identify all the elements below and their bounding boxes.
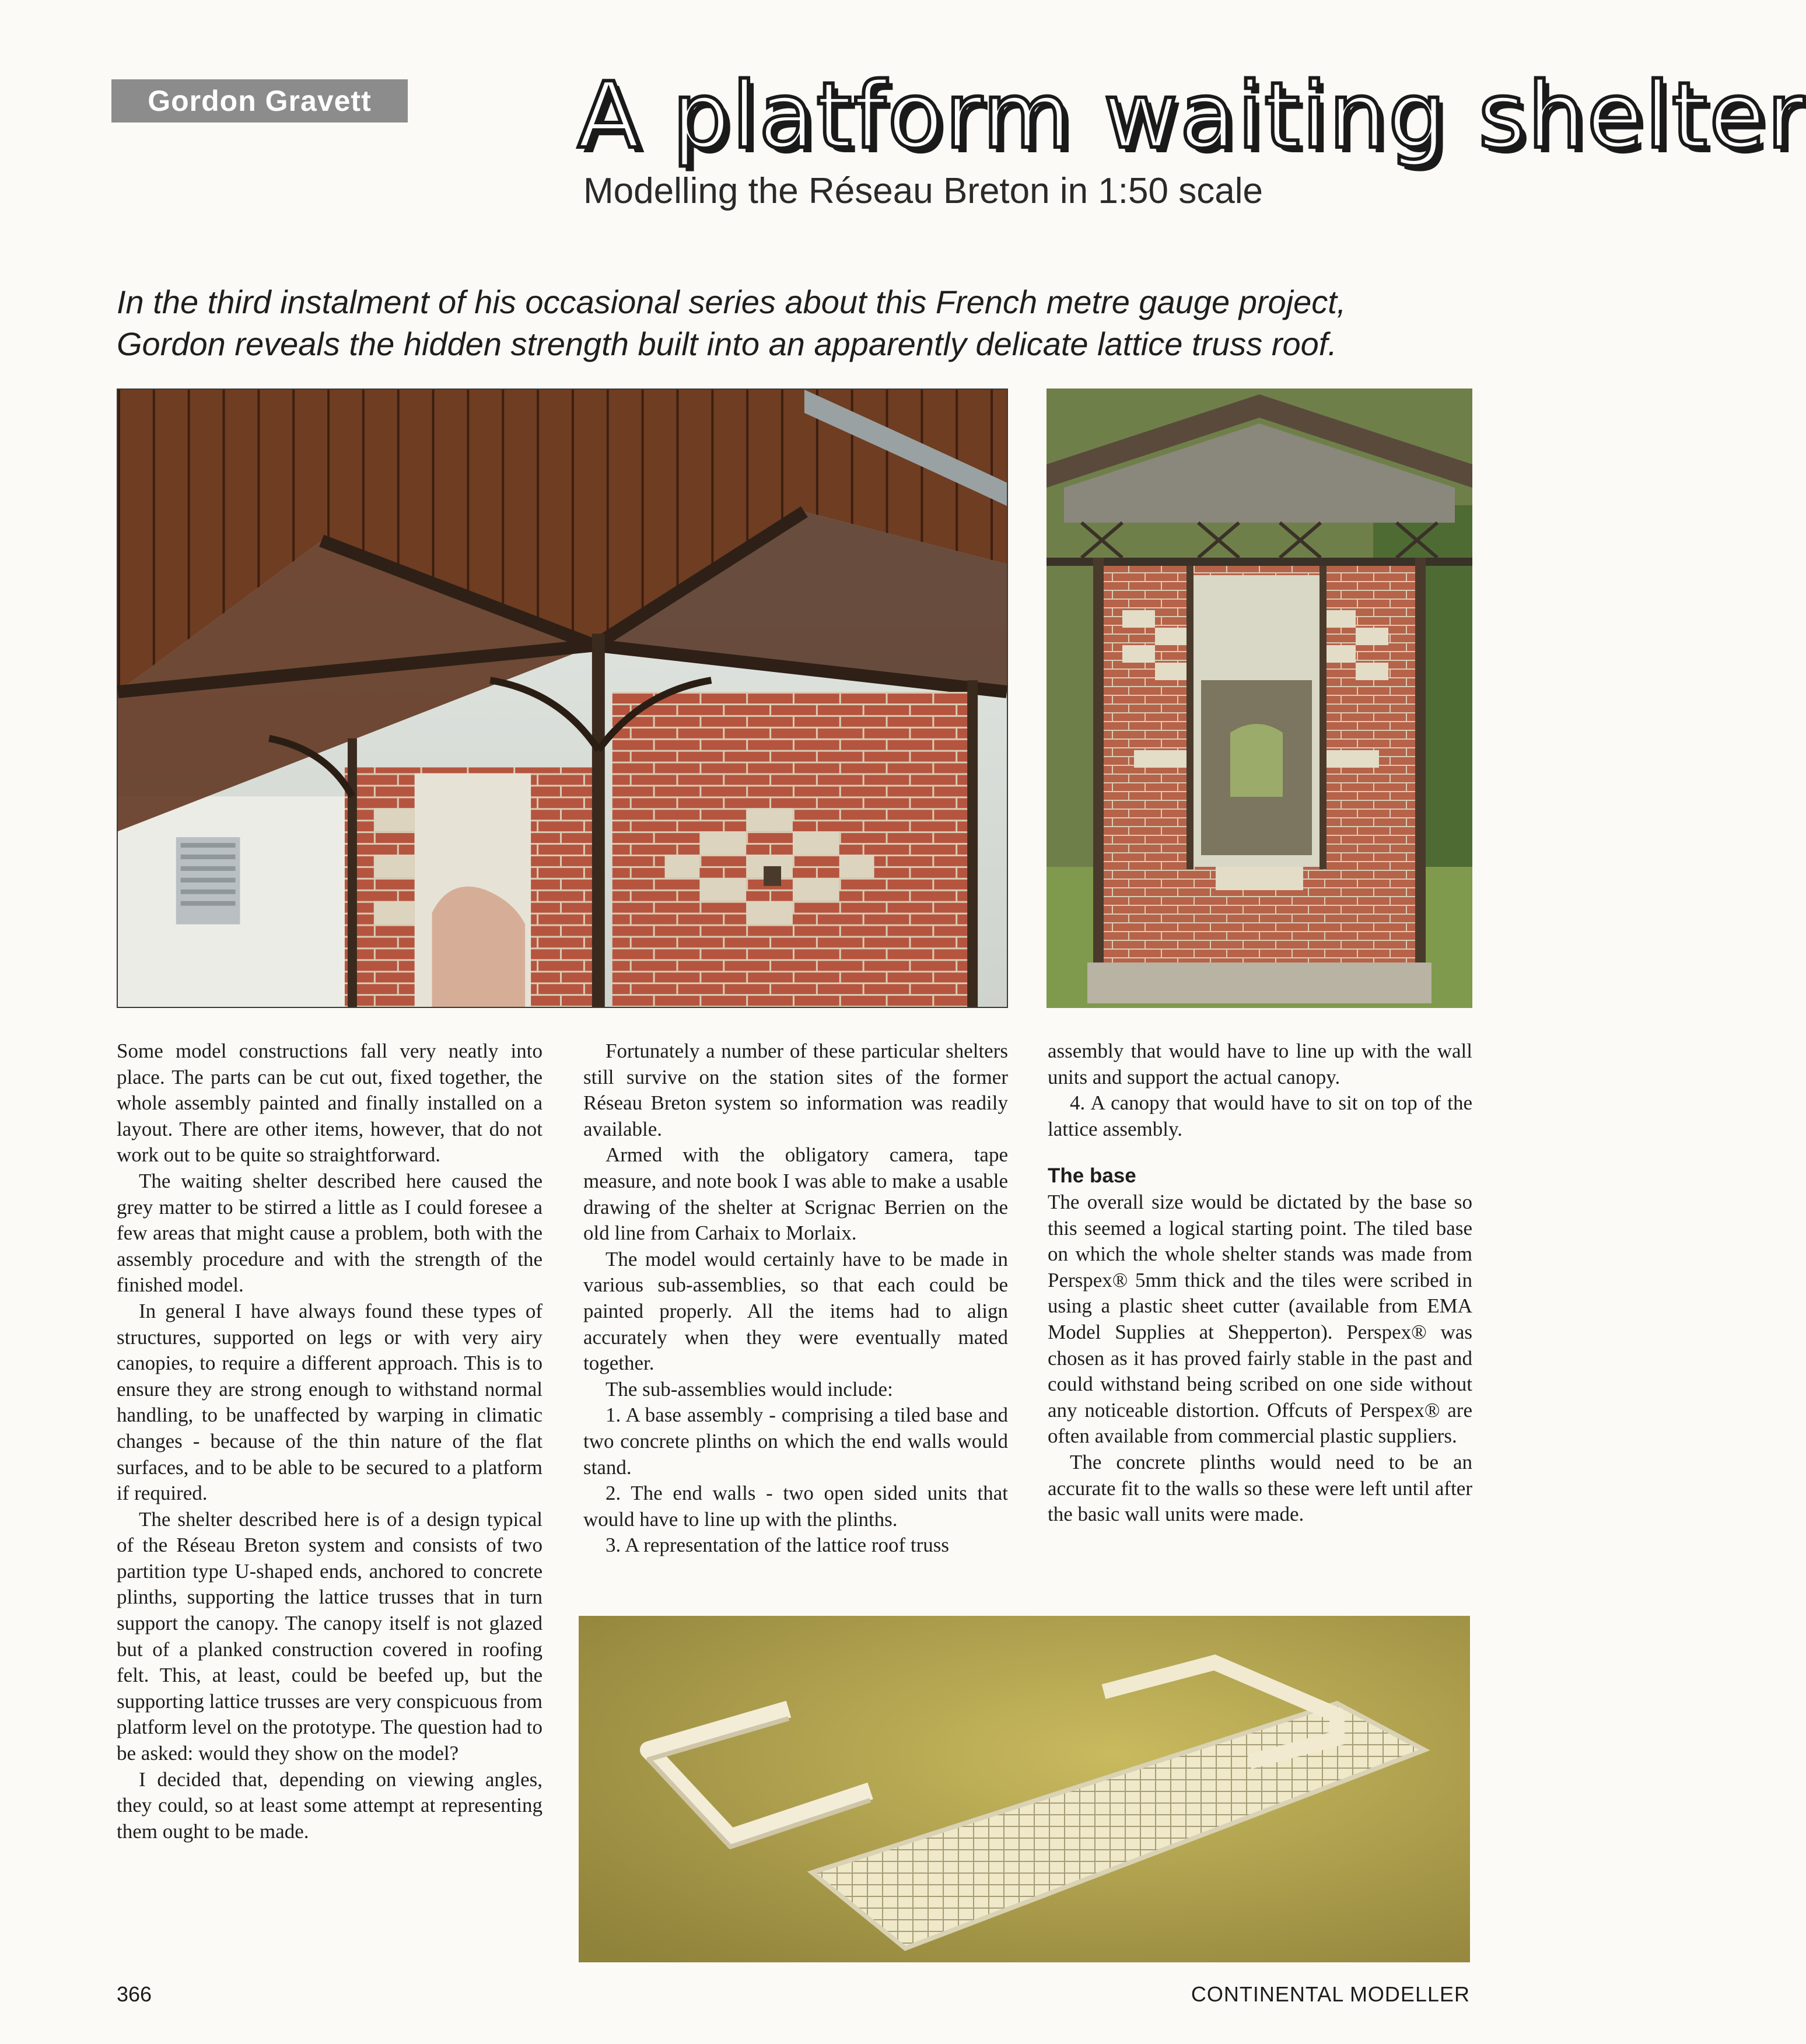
paragraph: The model would certainly have to be made in various sub-assemblies, so that each could be painted properly. All the items had to align accurately when they were eventually mated together. xyxy=(583,1247,1008,1375)
magazine-name: CONTINENTAL MODELLER xyxy=(1191,1982,1470,2006)
paragraph: Some model constructions fall very neatly into place. The parts can be cut out, fixed together, the whole assembly painted and finally installed on a layout. There are other items, however, that do not work out to be quite so straightforward. xyxy=(117,1040,542,1167)
paragraph: I decided that, depending on viewing angles, they could, so at least some attempt at representing them ought to be made. xyxy=(117,1768,542,1843)
standfirst xyxy=(117,281,1470,374)
paragraph: The overall size would be dictated by the base so this seemed a logical starting point. The tiled base on which the whole shelter stands was made from Perspex® 5mm thick and the tiles were scribed in using a plastic sheet cutter (available from EMA Model Supplies at Shepperton). Perspex® was chosen as it has proved fairly stable in the past and could withstand being scribed on one side without any noticeable distortion. Offcuts of Perspex® are often available from commercial plastic suppliers. xyxy=(1048,1190,1472,1448)
paragraph: In general I have always found these types of structures, supported on legs or with very airy canopies, to require a different approach. This is to ensure they are strong enough to withstand normal handling, to be unaffected by warping in climatic changes - because of the thin nature of the flat surfaces, and to be able to be secured to a platform if required. xyxy=(117,1299,542,1505)
standfirst-line-1: In the third instalment of his occasional series about this French metre gauge project, xyxy=(117,284,1346,320)
paragraph: The waiting shelter described here caused the grey matter to be stirred a little as I could foresee a few areas that might cause a problem, both with the assembly procedure and with the strength of the finished model. xyxy=(117,1169,542,1297)
article-title: A platform waiting shelter xyxy=(578,62,1806,169)
list-item: 2. The end walls - two open sided units that would have to line up with the plinths. xyxy=(583,1482,1008,1531)
column-2 xyxy=(583,1038,1008,1559)
paragraph: The shelter described here is of a design typical of the Réseau Breton system and consists of two partition type U-shaped ends, anchored to concrete plinths, supporting the lattice trusses that in turn support the canopy. The canopy itself is not glazed but of a planked construction covered in roofing felt. This, at least, could be beefed up, but the supporting lattice trusses are very conspicuous from platform level on the prototype. The question had to be asked: would they show on the model? xyxy=(117,1507,542,1765)
list-item: 1. A base assembly - comprising a tiled base and two concrete plinths on which the end walls would stand. xyxy=(583,1404,1008,1479)
article-subtitle: Modelling the Réseau Breton in 1:50 scale xyxy=(583,171,1263,211)
standfirst-line-2: Gordon reveals the hidden strength built into an apparently delicate lattice truss roof. xyxy=(117,326,1337,362)
paragraph: Armed with the obligatory camera, tape measure, and note book I was able to make a usable drawing of the shelter at Scrignac Berrien on the old line from Carhaix to Morlaix. xyxy=(583,1143,1008,1245)
paragraph: Fortunately a number of these particular shelters still survive on the station sites of the former Réseau Breton system so information was readily available. xyxy=(583,1040,1008,1140)
photo-shelter-end-view xyxy=(1046,388,1472,1008)
section-heading: The base xyxy=(1048,1164,1136,1188)
column-3 xyxy=(1048,1038,1472,1528)
photo-model-base xyxy=(579,1616,1470,1962)
author-byline: Gordon Gravett xyxy=(111,79,408,123)
paragraph: The concrete plinths would need to be an accurate fit to the walls so these were left until after the basic wall units were made. xyxy=(1048,1450,1472,1526)
paragraph: assembly that would have to line up with the wall units and support the actual canopy. xyxy=(1048,1040,1472,1088)
paragraph: The sub-assemblies would include: xyxy=(606,1377,893,1401)
page-number: 366 xyxy=(117,1982,152,2006)
photo-canopy-underside xyxy=(117,388,1008,1008)
list-item: 3. A representation of the lattice roof truss xyxy=(606,1534,950,1557)
column-1 xyxy=(117,1038,542,1845)
list-item: 4. A canopy that would have to sit on top of the lattice assembly. xyxy=(1048,1091,1472,1140)
